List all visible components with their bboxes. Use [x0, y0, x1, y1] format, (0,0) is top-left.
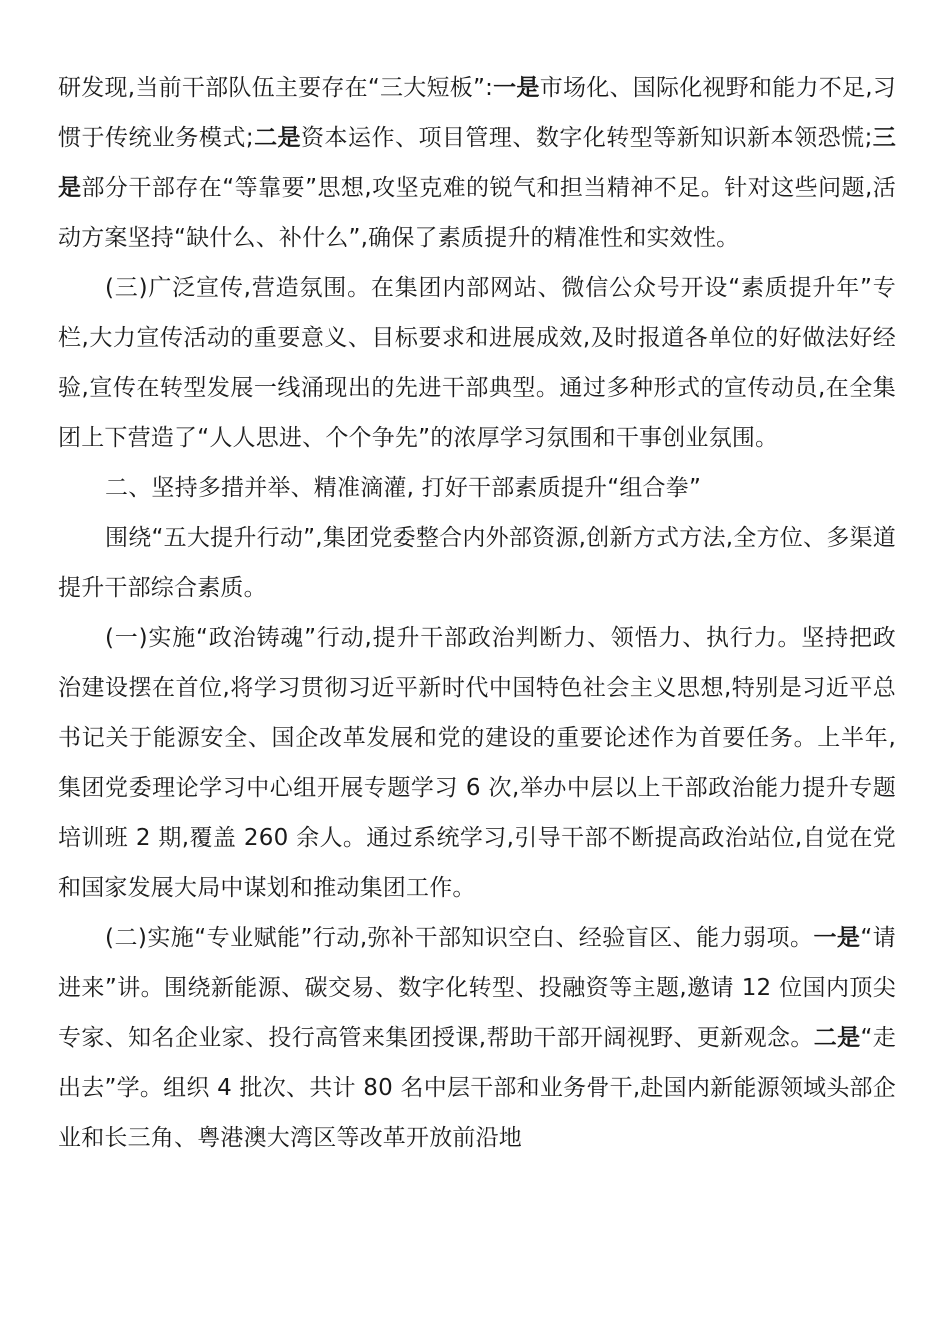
- paragraph-publicity: (三)广泛宣传,营造氛围。在集团内部网站、微信公众号开设“素质提升年”专栏,大力宣传活动的重要意义、目标要求和进展成效,及时报道各单位的好做法好经验,宣传在转型发展一线涌现出的先进干部典型。通过多种形式的宣传动员,在全集团上下营造了“人人思进、个个争先”的浓厚学习氛围和干事创业氛围。: [58, 275, 896, 451]
- text-run: 资本运作、项目管理、数字化转型等新知识新本领恐慌;: [301, 125, 873, 151]
- bold-marker: 一是: [813, 925, 861, 951]
- text-run: (二)实施“专业赋能”行动,弥补干部知识空白、经验盲区、能力弱项。: [105, 925, 814, 951]
- text-run: “走出去”学。组织 4 批次、共计 80 名中层干部和业务骨干,赴国内新能源领域头部企业和长三角、粤港澳大湾区等改革开放前沿地: [58, 1025, 896, 1151]
- paragraph-shortcomings: [58, 63, 896, 263]
- section-heading-2: 二、坚持多措并举、精准滴灌, 打好干部素质提升“组合拳”: [105, 475, 702, 501]
- text-run: 部分干部存在“等靠要”思想,攻坚克难的锐气和担当精神不足。针对这些问题,活动方案坚持“缺什么、补什么”,确保了素质提升的精准性和实效性。: [58, 175, 896, 251]
- text-run: 市场化、国际化视野和能力不足,习惯于传统业务模式;: [58, 75, 897, 151]
- bold-marker: 三是: [58, 125, 896, 201]
- bold-marker: 一是: [493, 75, 540, 101]
- bold-marker: 二是: [253, 125, 302, 151]
- document-page: [58, 63, 896, 1163]
- text-run: “请进来”讲。围绕新能源、碳交易、数字化转型、投融资等主题,邀请 12 位国内顶尖专家、知名企业家、投行高管来集团授课,帮助干部开阔视野、更新观念。: [58, 925, 896, 1051]
- paragraph-professional-action: [58, 913, 896, 1163]
- paragraph-political-action: (一)实施“政治铸魂”行动,提升干部政治判断力、领悟力、执行力。坚持把政治建设摆在首位,将学习贯彻习近平新时代中国特色社会主义思想,特别是习近平总书记关于能源安全、国企改革发展和党的建设的重要论述作为首要任务。上半年,集团党委理论学习中心组开展专题学习 6 次,举办中层以上干部政治能力提升专题培训班 2 期,覆盖 260 余人。通过系统学习,引导干部不断提高政治站位,自觉在党和国家发展大局中谋划和推动集团工作。: [58, 625, 896, 901]
- text-run: 研发现,当前干部队伍主要存在“三大短板”:: [58, 75, 494, 101]
- paragraph-intro-actions: 围绕“五大提升行动”,集团党委整合内外部资源,创新方式方法,全方位、多渠道提升干部综合素质。: [58, 525, 896, 601]
- bold-marker: 二是: [813, 1025, 861, 1051]
